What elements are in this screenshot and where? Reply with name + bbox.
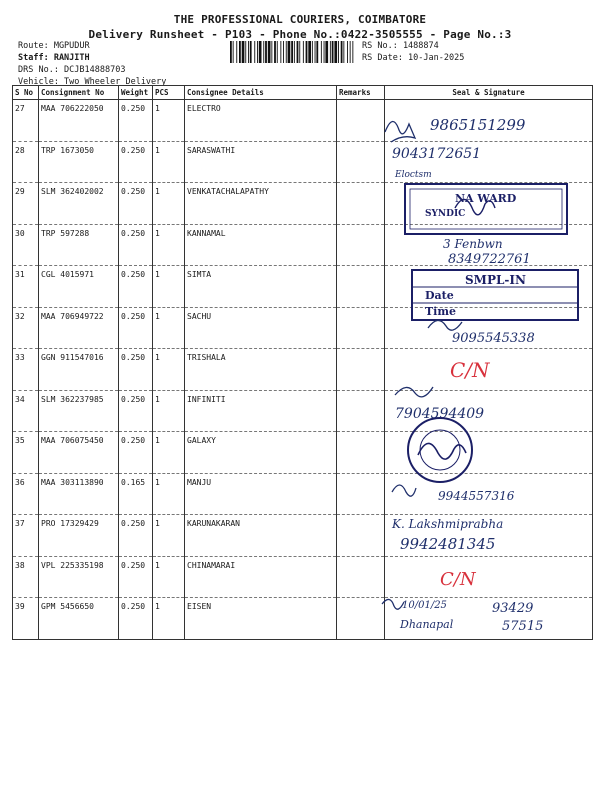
cell-consignment: MAA 303113890: [39, 473, 119, 515]
cell-consignment: VPL 225335198: [39, 556, 119, 598]
staff-field: Staff: RANJITH: [18, 53, 90, 63]
cell-pcs: 1: [153, 432, 185, 474]
cell-remarks: [337, 266, 385, 308]
red-cn-mark: C/N: [450, 358, 490, 382]
table-body: [13, 100, 593, 640]
table-row: [13, 224, 593, 266]
cell-consignee: SARASWATHI: [185, 141, 337, 183]
cell-weight: 0.250: [119, 349, 153, 391]
barcode-image: [230, 41, 354, 63]
cell-pcs: 1: [153, 183, 185, 225]
route-field: Route: MGPUDUR: [18, 41, 90, 51]
cell-seal-signature: [385, 224, 593, 266]
cell-sno: 32: [13, 307, 39, 349]
handwritten-phone: 8349722761: [448, 252, 531, 267]
cell-seal-signature: [385, 515, 593, 557]
runsheet-meta-right: [362, 40, 464, 64]
cell-weight: 0.165: [119, 473, 153, 515]
handwritten-phone: 9942481345: [400, 535, 496, 553]
cell-seal-signature: [385, 598, 593, 640]
cell-consignee: EISEN: [185, 598, 337, 640]
handwritten-name: Dhanapal: [400, 618, 454, 631]
cell-pcs: 1: [153, 598, 185, 640]
cell-consignment: SLM 362237985: [39, 390, 119, 432]
col-header-remarks: Remarks: [337, 86, 385, 100]
cell-seal-signature: [385, 141, 593, 183]
cell-consignee: MANJU: [185, 473, 337, 515]
delivery-table: [12, 85, 593, 640]
cell-pcs: 1: [153, 224, 185, 266]
cell-seal-signature: [385, 473, 593, 515]
cell-remarks: [337, 141, 385, 183]
cell-sno: 36: [13, 473, 39, 515]
cell-weight: 0.250: [119, 266, 153, 308]
cell-remarks: [337, 598, 385, 640]
cell-pcs: 1: [153, 473, 185, 515]
table-row: [13, 473, 593, 515]
cell-sno: 37: [13, 515, 39, 557]
cell-consignee: GALAXY: [185, 432, 337, 474]
vehicle-field: Vehicle: Two Wheeler Delivery: [18, 77, 167, 87]
table-row: [13, 307, 593, 349]
cell-consignee: TRISHALA: [185, 349, 337, 391]
col-header-weight: Weight: [119, 86, 153, 100]
table-row: [13, 349, 593, 391]
cell-consignment: CGL 4015971: [39, 266, 119, 308]
drs-field: DRS No.: DCJB14888703: [18, 65, 126, 75]
cell-remarks: [337, 515, 385, 557]
handwritten-phone: 9944557316: [438, 489, 515, 503]
cell-seal-signature: [385, 432, 593, 474]
cell-consignment: MAA 706949722: [39, 307, 119, 349]
cell-sno: 29: [13, 183, 39, 225]
stamp-date-label: Date: [425, 289, 454, 302]
cell-consignment: GPM 5456650: [39, 598, 119, 640]
cell-remarks: [337, 307, 385, 349]
table-row: [13, 556, 593, 598]
handwritten-name: Eloctsm: [395, 170, 432, 180]
company-title: THE PROFESSIONAL COURIERS, COIMBATORE: [173, 13, 427, 26]
cell-pcs: 1: [153, 141, 185, 183]
cell-remarks: [337, 390, 385, 432]
handwritten-phone: 9865151299: [430, 116, 526, 134]
cell-sno: 38: [13, 556, 39, 598]
cell-consignment: MAA 706075450: [39, 432, 119, 474]
cell-weight: 0.250: [119, 432, 153, 474]
cell-pcs: 1: [153, 515, 185, 557]
table-row: [13, 141, 593, 183]
runsheet-subtitle: Delivery Runsheet - P103 - Phone No.:0422-3505555 - Page No.:3: [88, 28, 512, 41]
cell-remarks: [337, 183, 385, 225]
col-header-pcs: PCS: [153, 86, 185, 100]
handwritten-text: 3 Fenbwn: [443, 237, 503, 251]
handwritten-phone: 9043172651: [392, 146, 482, 162]
cell-consignee: SACHU: [185, 307, 337, 349]
cell-consignee: INFINITI: [185, 390, 337, 432]
cell-sno: 34: [13, 390, 39, 432]
col-header-sno: S No: [13, 86, 39, 100]
table-row: [13, 598, 593, 640]
cell-sno: 27: [13, 100, 39, 142]
stamp-title: SMPL-IN: [465, 273, 526, 287]
cell-pcs: 1: [153, 307, 185, 349]
cell-remarks: [337, 556, 385, 598]
cell-sno: 31: [13, 266, 39, 308]
cell-pcs: 1: [153, 390, 185, 432]
cell-weight: 0.250: [119, 556, 153, 598]
table-row: [13, 266, 593, 308]
handwritten-phone: 57515: [502, 619, 544, 634]
table-row: [13, 432, 593, 474]
cell-weight: 0.250: [119, 515, 153, 557]
cell-remarks: [337, 100, 385, 142]
handwritten-name: K. Lakshmiprabha: [392, 517, 504, 531]
stamp-time-label: Time: [425, 305, 457, 318]
cell-remarks: [337, 224, 385, 266]
cell-weight: 0.250: [119, 390, 153, 432]
cell-consignee: SIMTA: [185, 266, 337, 308]
cell-seal-signature: [385, 390, 593, 432]
cell-consignment: TRP 1673050: [39, 141, 119, 183]
cell-consignment: MAA 706222050: [39, 100, 119, 142]
cell-sno: 28: [13, 141, 39, 183]
col-header-consignee: Consignee Details: [185, 86, 337, 100]
table-row: [13, 390, 593, 432]
cell-consignee: ELECTRO: [185, 100, 337, 142]
table-row: [13, 515, 593, 557]
cell-pcs: 1: [153, 100, 185, 142]
cell-consignment: TRP 597288: [39, 224, 119, 266]
red-cn-mark: C/N: [440, 569, 476, 590]
cell-remarks: [337, 432, 385, 474]
cell-sno: 39: [13, 598, 39, 640]
stamp-text: NA WARD: [455, 192, 517, 205]
cell-weight: 0.250: [119, 307, 153, 349]
handwritten-date: 10/01/25: [402, 600, 447, 611]
table-header-row: [13, 86, 593, 100]
cell-sno: 30: [13, 224, 39, 266]
cell-weight: 0.250: [119, 224, 153, 266]
cell-pcs: 1: [153, 556, 185, 598]
cell-seal-signature: [385, 266, 593, 308]
cell-consignee: CHINAMARAI: [185, 556, 337, 598]
stamp-text: SYNDIC: [425, 209, 466, 219]
cell-consignee: KANNAMAL: [185, 224, 337, 266]
table-row: [13, 183, 593, 225]
cell-weight: 0.250: [119, 183, 153, 225]
cell-seal-signature: [385, 183, 593, 225]
cell-seal-signature: [385, 307, 593, 349]
cell-seal-signature: [385, 556, 593, 598]
cell-weight: 0.250: [119, 598, 153, 640]
table-row: [13, 100, 593, 142]
col-header-consignment: Consignment No: [39, 86, 119, 100]
cell-pcs: 1: [153, 349, 185, 391]
col-header-seal: Seal & Signature: [385, 86, 593, 100]
handwritten-phone: 7904594409: [395, 406, 485, 422]
cell-weight: 0.250: [119, 100, 153, 142]
rs-date-field: RS Date: 10-Jan-2025: [362, 53, 465, 63]
cell-sno: 35: [13, 432, 39, 474]
rs-number-field: RS No.: 1488874: [362, 41, 439, 51]
cell-consignee: KARUNAKARAN: [185, 515, 337, 557]
handwritten-phone: 9095545338: [452, 331, 535, 346]
cell-seal-signature: [385, 100, 593, 142]
cell-remarks: [337, 473, 385, 515]
cell-consignment: PRO 17329429: [39, 515, 119, 557]
cell-weight: 0.250: [119, 141, 153, 183]
runsheet-meta-left: [18, 40, 166, 88]
cell-consignment: SLM 362402002: [39, 183, 119, 225]
cell-consignment: GGN 911547016: [39, 349, 119, 391]
cell-consignee: VENKATACHALAPATHY: [185, 183, 337, 225]
cell-remarks: [337, 349, 385, 391]
handwritten-phone: 93429: [492, 601, 534, 616]
cell-sno: 33: [13, 349, 39, 391]
cell-pcs: 1: [153, 266, 185, 308]
cell-seal-signature: [385, 349, 593, 391]
